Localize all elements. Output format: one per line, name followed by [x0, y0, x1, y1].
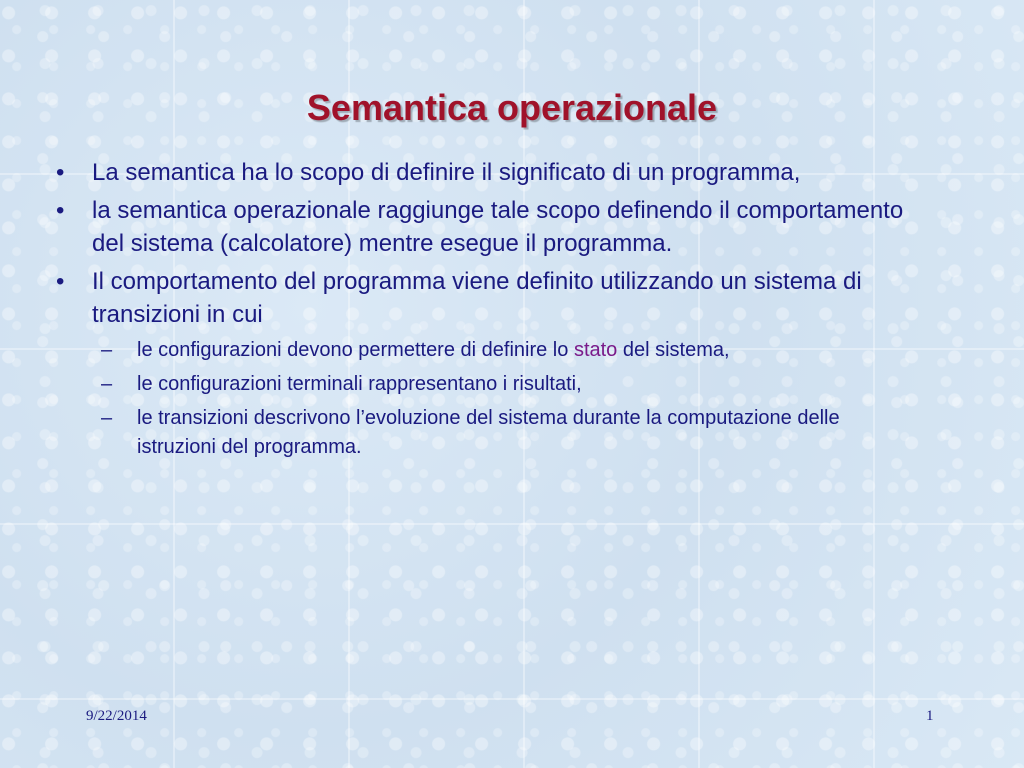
sub-bullet-text	[137, 339, 730, 361]
sub-bullet-text: le transizioni descrivono l’evoluzione del sistema durante la computazione delle istruzioni del programma.	[137, 407, 840, 458]
sub-bullet-text: le configurazioni terminali rappresentano i risultati,	[137, 373, 582, 395]
slide-title: Semantica operazionale	[306, 87, 718, 128]
bullet-marker: •	[56, 268, 65, 295]
bullet-text: la semantica operazionale raggiunge tale scopo definendo il comportamento del sistema (calcolatore) mentre esegue il programma.	[92, 197, 904, 257]
footer-date: 9/22/2014	[86, 708, 147, 724]
bullet-marker: •	[56, 197, 65, 224]
sub-bullet-item	[56, 370, 916, 399]
bullet-marker: •	[56, 159, 65, 186]
sub-bullet-marker: –	[101, 407, 113, 429]
bullet-item	[56, 265, 916, 331]
bullet-item	[56, 156, 916, 189]
sub-bullet-item	[56, 404, 916, 462]
highlighted-term: stato	[573, 339, 618, 361]
sub-bullet-marker: –	[101, 373, 113, 395]
bullet-text: La semantica ha lo scopo di definire il significato di un programma,	[92, 159, 801, 186]
bullet-text: Il comportamento del programma viene definito utilizzando un sistema di transizioni in cui	[92, 268, 862, 328]
sub-bullet-item	[56, 336, 916, 365]
sub-bullet-text-after: del sistema,	[617, 339, 730, 361]
sub-bullet-text-before: le configurazioni devono permettere di definire lo	[137, 339, 574, 361]
sub-bullet-marker: –	[101, 339, 113, 361]
slide-body	[56, 156, 916, 467]
bullet-item	[56, 194, 916, 260]
footer-page-number: 1	[926, 708, 934, 724]
